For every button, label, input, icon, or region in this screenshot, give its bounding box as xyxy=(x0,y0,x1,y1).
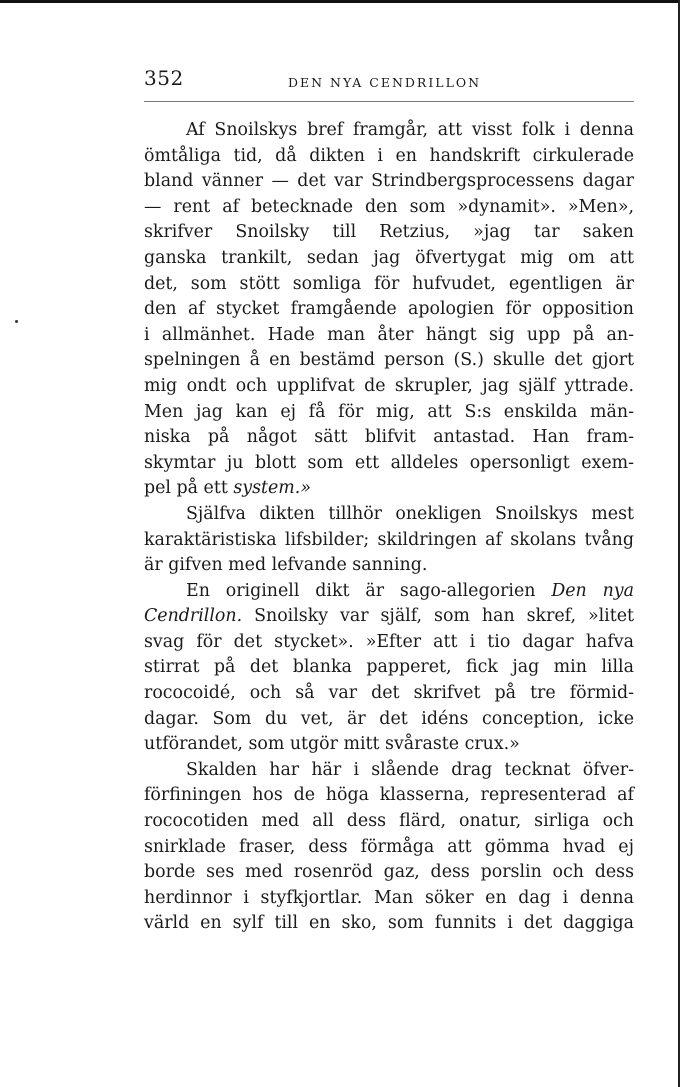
text-line: rococotiden med all dess flärd, onatur, sirliga och xyxy=(144,811,634,832)
text-line: karaktäristiska lifsbilder; skildringen af skolans tvång xyxy=(144,529,634,550)
text-line: Men jag kan ej få för mig, att S:s enskilda män- xyxy=(144,401,634,422)
margin-speck xyxy=(15,320,18,323)
italic-fragment: Den nya xyxy=(551,580,635,601)
text-line: det, som stött somliga för hufvudet, egentligen är xyxy=(144,273,634,294)
text-line: mig ondt och upplifvat de skrupler, jag själf yttrade. xyxy=(144,375,634,396)
page-top-edge xyxy=(0,0,680,3)
page-header xyxy=(144,66,634,92)
text-line xyxy=(144,604,634,630)
text-line: svag för det stycket». »Efter att i tio dagar hafva xyxy=(144,631,634,652)
text-line: ömtåliga tid, då dikten i en handskrift cirkulerade xyxy=(144,145,634,166)
text-line xyxy=(144,579,634,605)
text-line: spelningen å en bestämd person (S.) skulle det gjort xyxy=(144,350,634,371)
text-line: Själfva dikten tillhör onekligen Snoilskys mest xyxy=(186,503,634,524)
text-line: niska på något sätt blifvit antastad. Han fram- xyxy=(144,427,634,448)
italic-fragment: system.» xyxy=(233,478,311,499)
text-line: bland vänner — det var Strindbergsprocessens dagar xyxy=(144,171,634,192)
text-line: snirklade fraser, dess förmåga att gömma hvad ej xyxy=(144,836,634,857)
text-fragment: En originell dikt är sago-allegorien xyxy=(186,580,536,601)
text-line: skymtar ju blott som ett alldeles opersonligt exem- xyxy=(144,452,634,473)
text-line: är gifven med lefvande sanning. xyxy=(144,555,428,576)
text-line: i allmänhet. Hade man åter hängt sig upp på an- xyxy=(144,324,634,345)
text-line: borde ses med rosenröd gaz, dess porslin och dess xyxy=(144,862,634,883)
page-number: 352 xyxy=(144,66,184,90)
text-line: utförandet, som utgör mitt svåraste crux.» xyxy=(144,734,520,755)
text-line: den af stycket framgående apologien för opposition xyxy=(144,299,634,320)
header-rule xyxy=(144,101,634,102)
text-line: rococoidé, och så var det skrifvet på tre förmid- xyxy=(144,683,634,704)
text-line xyxy=(144,476,634,502)
text-line: skrifver Snoilsky till Retzius, »jag tar saken xyxy=(144,222,634,243)
text-line: Af Snoilskys bref framgår, att visst folk i denna xyxy=(186,120,634,140)
running-head: DEN NYA CENDRILLON xyxy=(288,75,482,90)
text-line: ganska trankilt, sedan jag öfvertygat mig om att xyxy=(144,247,634,268)
italic-fragment: Cendrillon. xyxy=(144,606,243,627)
text-line: dagar. Som du vet, är det idéns conception, icke xyxy=(144,708,634,729)
text-fragment: pel på ett xyxy=(144,478,228,499)
text-line: herdinnor i styfkjortlar. Man söker en dag i denna xyxy=(144,887,634,908)
text-line: stirrat på det blanka papperet, fick jag min lilla xyxy=(144,657,634,678)
body-text xyxy=(144,118,634,937)
text-line: — rent af betecknade den som »dynamit». »Men», xyxy=(144,196,634,217)
text-fragment: Snoilsky var själf, som han skref, »litet xyxy=(254,606,634,627)
text-line: förfiningen hos de höga klasserna, representerad af xyxy=(144,785,634,806)
text-line: Skalden har här i slående drag tecknat öfver- xyxy=(186,759,634,780)
text-line: värld en sylf till en sko, som funnits i det daggiga xyxy=(144,913,634,934)
